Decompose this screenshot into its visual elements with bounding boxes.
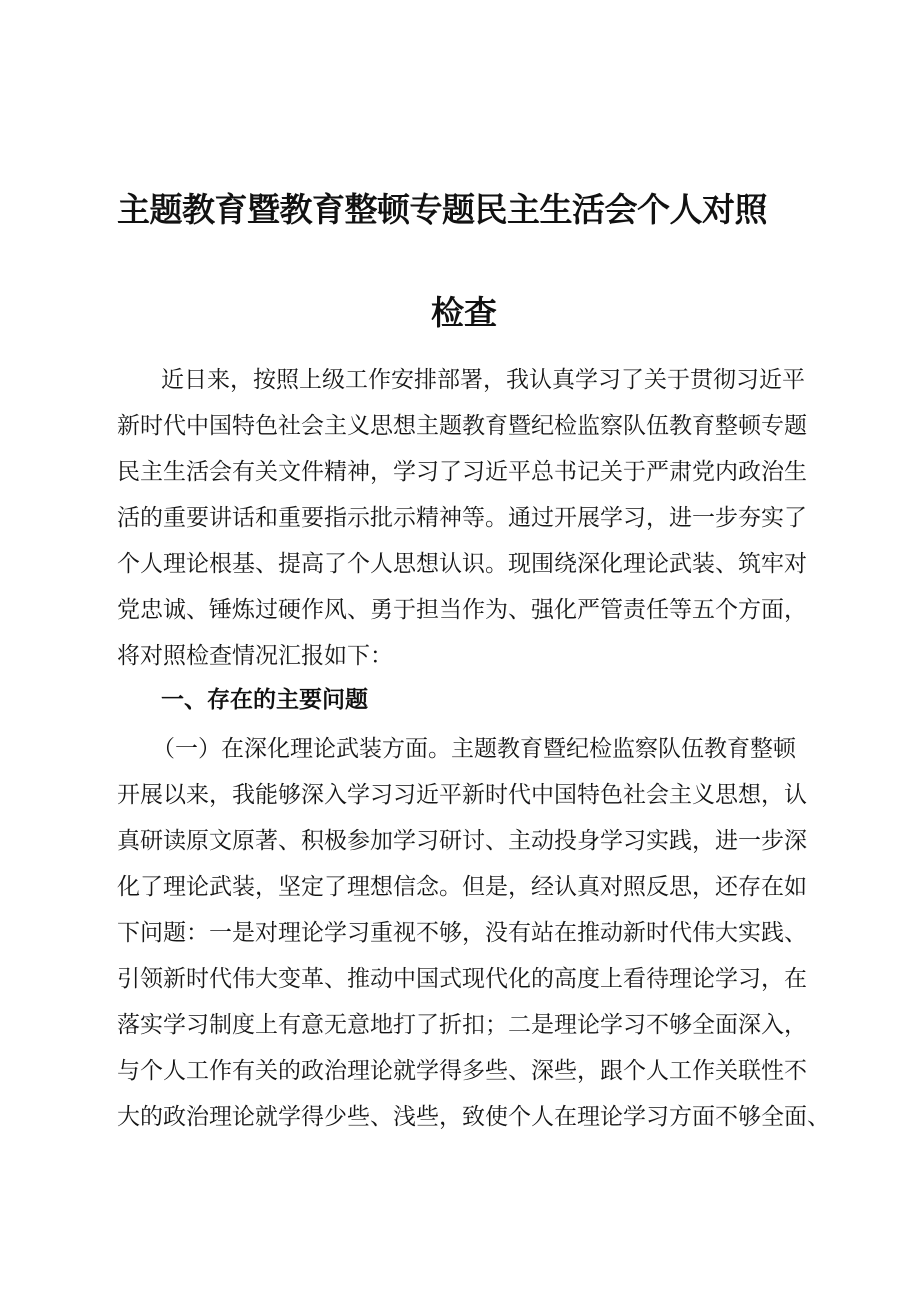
section-paragraph-line: 下问题：一是对理论学习重视不够，没有站在推动新时代伟大实践、 [117,920,807,946]
intro-paragraph-line: 民主生活会有关文件精神，学习了习近平总书记关于严肃党内政治生 [117,459,807,485]
section-paragraph-line: 引领新时代伟大变革、推动中国式现代化的高度上看待理论学习，在 [117,966,807,992]
section-heading: 一、存在的主要问题 [161,687,368,713]
intro-paragraph-line: 近日来，按照上级工作安排部署，我认真学习了关于贯彻习近平 [161,367,805,393]
section-paragraph-line: （一）在深化理论武装方面。主题教育暨纪检监察队伍教育整顿 [152,736,796,762]
intro-paragraph-line: 活的重要讲话和重要指示批示精神等。通过开展学习，进一步夯实了 [117,505,807,531]
intro-paragraph-line: 将对照检查情况汇报如下： [117,643,393,669]
section-paragraph-line: 化了理论武装，坚定了理想信念。但是，经认真对照反思，还存在如 [117,874,807,900]
section-paragraph-line: 开展以来，我能够深入学习习近平新时代中国特色社会主义思想，认 [117,782,807,808]
section-paragraph-line: 与个人工作有关的政治理论就学得多些、深些，跟个人工作关联性不 [117,1058,807,1084]
intro-paragraph-line: 新时代中国特色社会主义思想主题教育暨纪检监察队伍教育整顿专题 [117,413,807,439]
document-title-line-1: 主题教育暨教育整顿专题民主生活会个人对照 [117,190,767,229]
intro-paragraph-line: 个人理论根基、提高了个人思想认识。现围绕深化理论武装、筑牢对 [117,551,807,577]
section-paragraph-line: 落实学习制度上有意无意地打了折扣；二是理论学习不够全面深入， [117,1012,807,1038]
section-paragraph-line: 真研读原文原著、积极参加学习研讨、主动投身学习实践，进一步深 [117,828,807,854]
intro-paragraph-line: 党忠诚、锤炼过硬作风、勇于担当作为、强化严管责任等五个方面， [117,597,807,623]
document-title-line-2: 检查 [431,293,497,332]
section-paragraph-line: 大的政治理论就学得少些、浅些，致使个人在理论学习方面不够全面、 [117,1104,830,1130]
